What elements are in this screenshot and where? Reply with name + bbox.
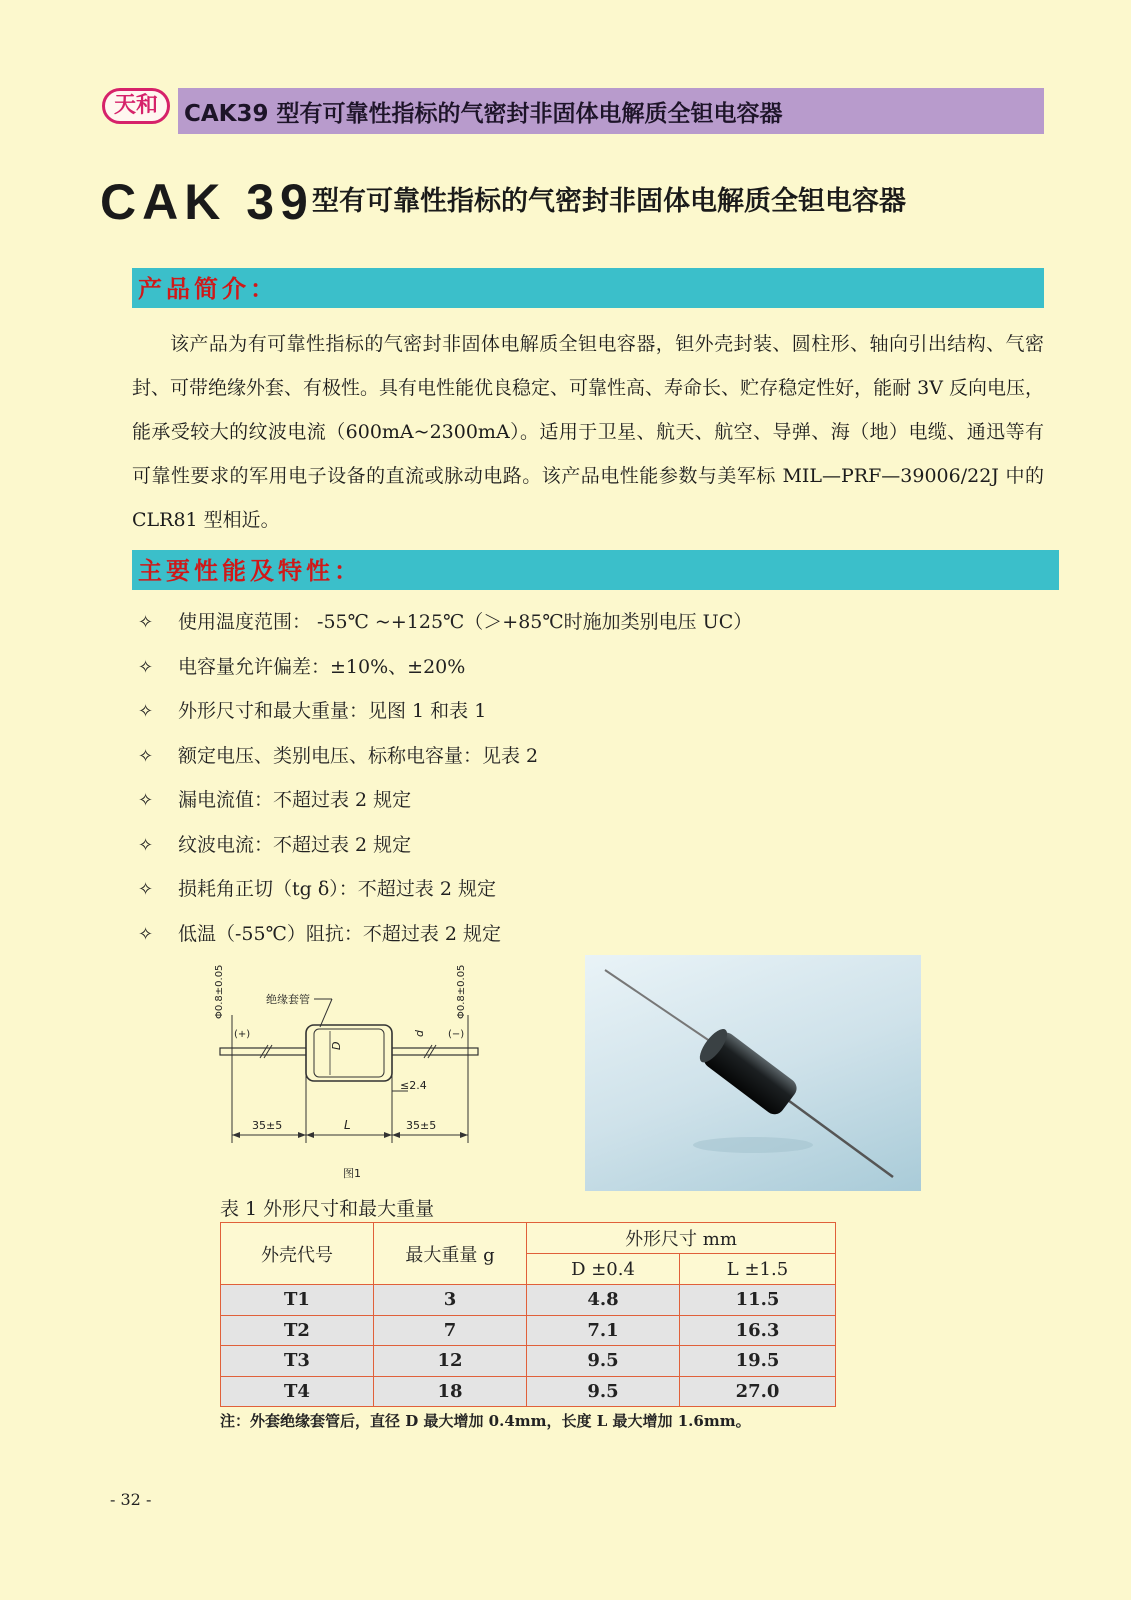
diamond-bullet-icon: ✧: [138, 879, 154, 900]
title-product-code: CAK 39: [100, 174, 314, 230]
feature-item: ✧ 漏电流值：不超过表 2 规定: [138, 778, 752, 823]
section-heading-features: 主要性能及特性：: [132, 550, 1059, 590]
feature-list: [138, 600, 752, 956]
cell-d: 4.8: [527, 1285, 680, 1316]
lead-diameter-label: d: [413, 1030, 426, 1037]
gap-label: ≤2.4: [400, 1079, 427, 1092]
diamond-bullet-icon: ✧: [138, 834, 154, 856]
table-row: [221, 1376, 836, 1407]
dimensions-table: [220, 1222, 836, 1407]
cell-l: 19.5: [680, 1346, 836, 1377]
cell-code: T3: [221, 1346, 374, 1377]
table-row: [221, 1346, 836, 1377]
feature-item: ✧ 纹波电流：不超过表 2 规定: [138, 823, 752, 868]
feature-item: ✧ 低温（-55℃）阻抗：不超过表 2 规定: [138, 912, 752, 957]
header-d: D ±0.4: [527, 1254, 680, 1285]
sleeve-label: 绝缘套管: [266, 993, 310, 1006]
cell-d: 9.5: [527, 1376, 680, 1407]
brand-logo: 天和: [102, 88, 170, 124]
table-row: [221, 1285, 836, 1316]
right-lead-length: 35±5: [406, 1119, 437, 1132]
figure-caption: 图1: [343, 1167, 361, 1180]
header-l: L ±1.5: [680, 1254, 836, 1285]
diamond-bullet-icon: ✧: [138, 656, 154, 678]
left-lead-length: 35±5: [252, 1119, 283, 1132]
header-max-weight: 最大重量 g: [374, 1223, 527, 1285]
feature-item: ✧ 电容量允许偏差：±10%、±20%: [138, 645, 752, 690]
table-note: 注：外套绝缘套管后，直径 D 最大增加 0.4mm，长度 L 最大增加 1.6mm。: [220, 1412, 751, 1430]
diamond-bullet-icon: ✧: [138, 745, 154, 767]
table-row: [221, 1315, 836, 1346]
cell-weight: 7: [374, 1315, 527, 1346]
feature-item: ✧ 额定电压、类别电压、标称电容量：见表 2: [138, 734, 752, 779]
section-heading-intro: 产品简介：: [132, 268, 1044, 308]
cell-code: T4: [221, 1376, 374, 1407]
cell-weight: 12: [374, 1346, 527, 1377]
cell-l: 16.3: [680, 1315, 836, 1346]
left-lead-tolerance: Φ0.8±0.05: [214, 964, 225, 1019]
right-lead-tolerance: Φ0.8±0.05: [456, 964, 467, 1019]
cell-weight: 3: [374, 1285, 527, 1316]
header-case-code: 外壳代号: [221, 1223, 374, 1285]
feature-item: ✧ 使用温度范围： -55℃ ~+125℃（＞+85℃时施加类别电压 UC）: [138, 600, 752, 645]
positive-mark: (+): [234, 1029, 251, 1040]
diamond-bullet-icon: ✧: [138, 701, 154, 722]
dimension-drawing: [210, 955, 500, 1195]
cell-code: T1: [221, 1285, 374, 1316]
diamond-bullet-icon: ✧: [138, 923, 154, 945]
capacitor-image-icon: [585, 955, 921, 1191]
cell-d: 7.1: [527, 1315, 680, 1346]
feature-item: ✧ 外形尺寸和最大重量：见图 1 和表 1: [138, 689, 752, 734]
cell-l: 11.5: [680, 1285, 836, 1316]
cell-code: T2: [221, 1315, 374, 1346]
cell-l: 27.0: [680, 1376, 836, 1407]
page-number: - 32 -: [110, 1490, 152, 1509]
feature-item: ✧ 损耗角正切（tg δ）：不超过表 2 规定: [138, 867, 752, 912]
body-length-label: L: [344, 1118, 351, 1132]
diamond-bullet-icon: ✧: [138, 790, 154, 811]
cell-weight: 18: [374, 1376, 527, 1407]
header-title-bar: CAK39 型有可靠性指标的气密封非固体电解质全钽电容器: [178, 88, 1044, 134]
body-diameter-label: D: [330, 1041, 343, 1050]
table-header-row: [221, 1223, 836, 1254]
cell-d: 9.5: [527, 1346, 680, 1377]
negative-mark: (−): [448, 1029, 465, 1040]
product-photo: [585, 955, 921, 1191]
page-title: 型有可靠性指标的气密封非固体电解质全钽电容器: [312, 186, 906, 217]
diamond-bullet-icon: ✧: [138, 612, 154, 633]
intro-paragraph: 该产品为有可靠性指标的气密封非固体电解质全钽电容器，钽外壳封装、圆柱形、轴向引出结构、气密封、可带绝缘外套、有极性。具有电性能优良稳定、可靠性高、寿命长、贮存稳定性好，能耐 3V 反向电压，能承受较大的纹波电流（600mA~2300mA）。适用于卫星、航天、航空、导弹、海（地）电缆、通迅等有可靠性要求的军用电子设备的直流或脉动电路。该产品电性能参数与美军标 MIL—PRF—39006/22J 中的 CLR81 型相近。: [132, 333, 1044, 531]
header-dimensions: 外形尺寸 mm: [527, 1223, 836, 1254]
table-caption: 表 1 外形尺寸和最大重量: [220, 1198, 435, 1220]
